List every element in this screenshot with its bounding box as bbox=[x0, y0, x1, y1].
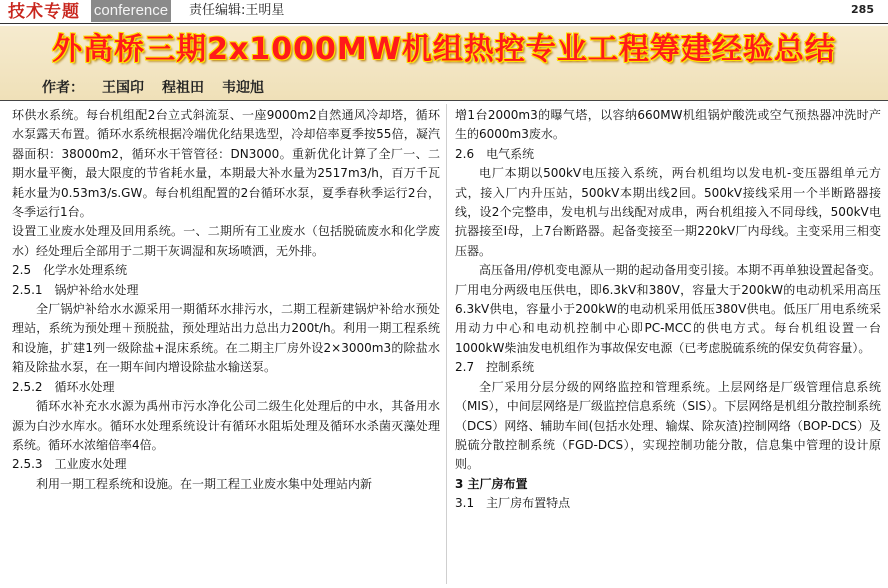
subsection-heading: 2.5.2 循环水处理 bbox=[12, 379, 115, 394]
body-paragraph: 电厂本期以500kV电压接入系统，两台机组均以发电机-变压器组单元方式，接入厂内升压站，500kV本期出线2回。500kV接线采用一个半断路器接线，设2个完整串，发电机与出线配对成串，两台机组接入不同母线，500kV电抗器接至I母，上7台断路器。起备变接至一期220kV厂内母线。主变采用三相变压器。 bbox=[455, 166, 881, 258]
body-paragraph: 利用一期工程系统和设施。在一期工程工业废水集中处理站内新 bbox=[36, 476, 373, 491]
body-paragraph: 增1台2000m3的曝气塔，以容纳660MW机组锅炉酸洗或空气预热器冲洗时产生的6000m3废水。 bbox=[455, 108, 881, 142]
right-column bbox=[455, 106, 881, 514]
page-number: 285 bbox=[851, 3, 874, 16]
body-paragraph: 高压备用/停机变电源从一期的起动备用变引接。本期不再单独设置起备变。厂用电分两级电压供电，即6.3kV和380V，容量大于200kW的电动机采用高压6.3kV供电，容量小于200kW的电动机采用低压380V供电。低压厂用电系统采用动力中心和电动机控制中心即PC-MCC的供电方式。每台机组设置一台1000kW柴油发电机组作为事故保安电源（已考虑脱硫系统的保安负荷容量）。 bbox=[455, 263, 881, 355]
body-paragraph: 设置工业废水处理及回用系统。一、二期所有工业废水（包括脱硫废水和化学废水）经处理后全部用于二期干灰调湿和灰场喷洒，无外排。 bbox=[12, 224, 440, 258]
subsection-heading: 2.5 化学水处理系统 bbox=[12, 263, 128, 278]
body-paragraph: 全厂锅炉补给水水源采用一期循环水排污水，二期工程新建锅炉补给水预处理站，系统为预处理＋预脱盐，预处理站出力总出力200t/h。利用一期工程系统和设施，扩建1列一级除盐+混床系统。在二期主厂房外设2×3000m3的除盐水箱及除盐水泵，在一期车间内增设除盐水输送泵。 bbox=[12, 302, 440, 375]
article-title: 外高桥三期2x1000MW机组热控专业工程筹建经验总结 bbox=[52, 32, 836, 67]
subsection-heading: 2.5.1 锅炉补给水处理 bbox=[12, 282, 139, 297]
body-paragraph: 环供水系统。每台机组配2台立式斜流泵、一座9000m2自然通风冷却塔，循环水泵露天布置。循环水系统根据冷端优化结果选型，冷却倍率夏季按55倍，凝汽器面积：38000m2，循环水干管管径：DN3000。重新优化计算了全厂一、二期水量平衡，最大限度的节省耗水量，本期最大补水量为2517m3/h，百万千瓦耗水量为0.53m3/s.GW。每台机组配置的2台循环水泵，夏季春秋季运行2台，冬季运行1台。 bbox=[12, 108, 440, 220]
author-name: 程祖田 bbox=[162, 80, 204, 96]
editor-credit: 责任编辑:王明星 bbox=[189, 3, 285, 18]
section-tag: 技术专题 bbox=[8, 2, 80, 22]
header-rule bbox=[0, 23, 888, 24]
subsection-heading: 3.1 主厂房布置特点 bbox=[455, 496, 571, 511]
section-heading: 3 主厂房布置 bbox=[455, 476, 528, 491]
left-column bbox=[12, 106, 440, 494]
author-name: 韦迎旭 bbox=[222, 80, 264, 96]
subsection-heading: 2.6 电气系统 bbox=[455, 146, 535, 161]
author-label: 作者： bbox=[42, 80, 84, 96]
column-divider bbox=[446, 104, 447, 584]
author-name: 王国印 bbox=[102, 80, 144, 96]
subsection-heading: 2.5.3 工业废水处理 bbox=[12, 457, 127, 472]
subsection-heading: 2.7 控制系统 bbox=[455, 360, 535, 375]
body-paragraph: 循环水补充水水源为禹州市污水净化公司二级生化处理后的中水，其备用水源为白沙水库水。循环水处理系统设计有循环水阻垢处理及循环水杀菌灭藻处理系统。循环水浓缩倍率4倍。 bbox=[12, 399, 440, 452]
author-line bbox=[42, 78, 282, 98]
section-subtag: conference bbox=[91, 0, 171, 22]
page-header bbox=[0, 0, 888, 24]
body-paragraph: 全厂采用分层分级的网络监控和管理系统。上层网络是厂级管理信息系统（MIS），中间层网络是厂级监控信息系统（SIS）。下层网络是机组分散控制系统（DCS）网络、辅助车间(包括水处理、输煤、除灰渣)控制网络（BOP-DCS）及脱硫分散控制系统（FGD-DCS），实现控制功能分散，信息集中管理的设计原则。 bbox=[455, 379, 881, 472]
title-rule bbox=[0, 100, 888, 101]
